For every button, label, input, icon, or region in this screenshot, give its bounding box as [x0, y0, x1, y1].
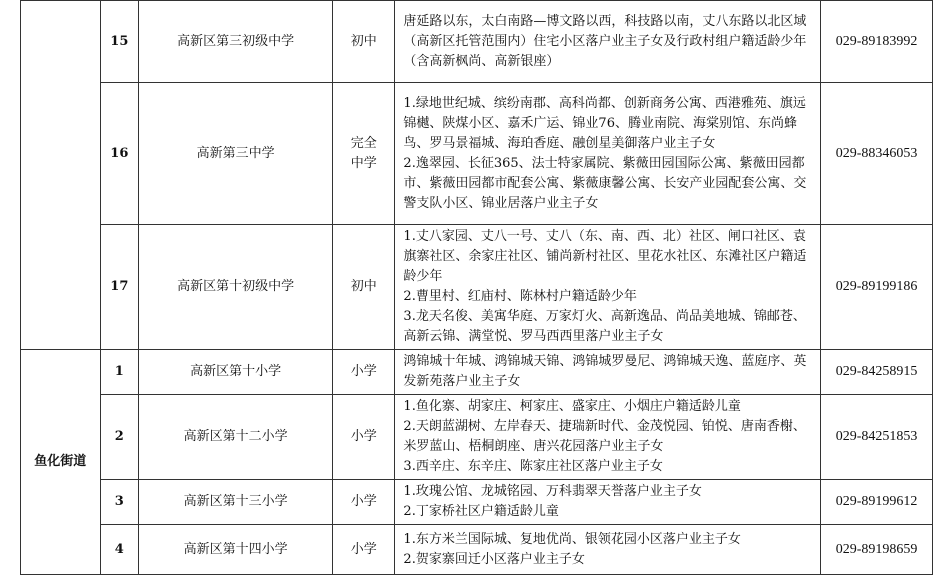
school-type-text: 小学 [350, 541, 377, 557]
phone-number: 029-89198659 [821, 525, 933, 575]
area-line: 2.天朗蓝湖树、左岸春天、捷瑞新时代、金茂悦园、铂悦、唐南香榭、米罗蓝山、梧桐朗座、唐兴花园落户业主子女 [403, 419, 806, 454]
area-line: 1.丈八家园、丈八一号、丈八（东、南、西、北）社区、闸口社区、袁旗寨社区、余家庄社区、铺尚新村社区、里花水社区、东滩社区户籍适龄少年 [403, 229, 807, 284]
area-line: 2.逸翠园、长征365、法士特家属院、紫薇田园国际公寓、紫薇田园都市、紫薇田园都市配套公寓、紫薇康馨公寓、长安产业园配套公寓、交警支队小区、锦业居落户业主子女 [403, 155, 807, 211]
area-line: 1.鱼化寨、胡家庄、柯家庄、盛家庄、小烟庄户籍适龄儿童 [403, 399, 741, 414]
phone-number: 029-84251853 [821, 395, 933, 480]
enrollment-area [395, 350, 821, 395]
school-type [333, 225, 395, 350]
phone-number: 029-89199186 [821, 225, 933, 350]
school-type-text: 初中 [350, 33, 377, 49]
row-number: 3 [100, 480, 139, 525]
phone-number: 029-89183992 [821, 1, 933, 83]
area-line: 唐延路以东，太白南路—博文路以西，科技路以南，丈八东路以北区域（高新区托管范围内）住宅小区落户业主子女及行政村组户籍适龄少年（含高新枫尚、高新银座） [403, 13, 807, 69]
area-line: 鸿锦城十年城、鸿锦城天锦、鸿锦城罗曼尼、鸿锦城天逸、蓝庭序、英发新苑落户业主子女 [403, 354, 807, 389]
school-type [333, 1, 395, 83]
school-type [333, 480, 395, 525]
school-type-text: 小学 [350, 494, 377, 509]
table-row [21, 525, 933, 575]
school-type [333, 395, 395, 480]
row-number: 1 [100, 350, 139, 395]
school-type-text: 小学 [350, 429, 377, 444]
district-cell: 鱼化街道 [21, 350, 101, 575]
row-number: 2 [100, 395, 139, 480]
school-name: 高新区第十三小学 [139, 480, 333, 525]
school-type-text: 小学 [350, 364, 377, 379]
enrollment-area [395, 83, 821, 225]
school-type [333, 83, 395, 225]
phone-number: 029-84258915 [821, 350, 933, 395]
row-number: 4 [100, 525, 139, 575]
table-row [21, 1, 933, 83]
school-type-text: 初中 [350, 279, 377, 294]
area-line: 3.龙天名俊、美寓华庭、万家灯火、高新逸品、尚品美地城、锦邮苍、高新云锦、满堂悦、罗马西西里落户业主子女 [403, 309, 806, 344]
table-row [21, 395, 933, 480]
enrollment-area [395, 1, 821, 83]
enrollment-area [395, 525, 821, 575]
table-row [21, 225, 933, 350]
area-line: 1.玫瑰公馆、龙城铭园、万科翡翠天誉落户业主子女 [403, 484, 702, 499]
enrollment-area [395, 480, 821, 525]
district-cell [21, 1, 101, 350]
area-line: 2.贺家寨回迁小区落户业主子女 [403, 551, 585, 567]
school-type [333, 525, 395, 575]
enrollment-area [395, 225, 821, 350]
school-type-text: 完全中学 [350, 135, 377, 171]
area-line: 3.西辛庄、东辛庄、陈家庄社区落户业主子女 [403, 459, 663, 474]
school-name: 高新区第十小学 [139, 350, 333, 395]
school-name: 高新区第十初级中学 [139, 225, 333, 350]
area-line: 1.绿地世纪城、缤纷南郡、高科尚都、创新商务公寓、西港雅苑、旗远锦樾、陕煤小区、嘉禾广运、锦业76、腾业南院、海棠别馆、东尚蜂鸟、罗马景福城、海珀香庭、融创星美御落户业主子女 [403, 95, 806, 151]
school-name: 高新区第三初级中学 [139, 1, 333, 83]
school-type [333, 350, 395, 395]
area-line: 1.东方米兰国际城、复地优尚、银领花园小区落户业主子女 [403, 531, 741, 547]
table-row [21, 480, 933, 525]
school-district-table [20, 0, 933, 575]
area-line: 2.曹里村、红庙村、陈林村户籍适龄少年 [403, 289, 637, 304]
school-name: 高新第三中学 [139, 83, 333, 225]
school-name: 高新区第十二小学 [139, 395, 333, 480]
enrollment-area [395, 395, 821, 480]
area-line: 2.丁家桥社区户籍适龄儿童 [403, 504, 559, 519]
table-row [21, 350, 933, 395]
row-number: 16 [100, 83, 139, 225]
school-name: 高新区第十四小学 [139, 525, 333, 575]
row-number: 17 [100, 225, 139, 350]
table-row [21, 83, 933, 225]
row-number: 15 [100, 1, 139, 83]
phone-number: 029-89199612 [821, 480, 933, 525]
phone-number: 029-88346053 [821, 83, 933, 225]
